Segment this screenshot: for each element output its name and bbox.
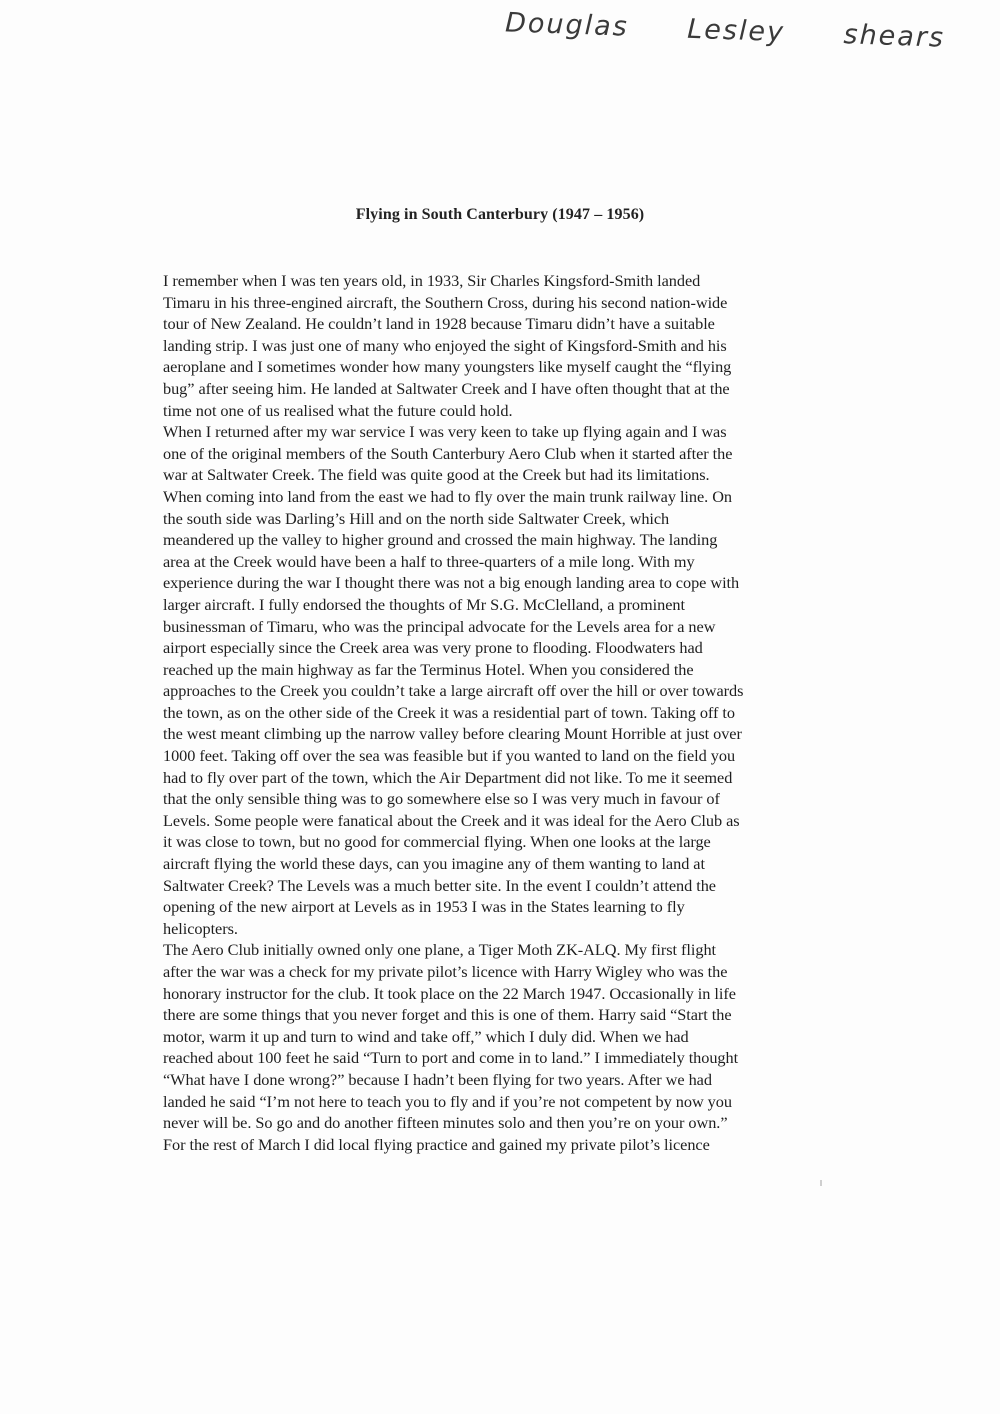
text-line: it was close to town, but no good for commercial flying. When one looks at the large	[163, 832, 711, 852]
text-line: landed he said “I’m not here to teach you to fly and if you’re not competent by now you	[163, 1091, 732, 1111]
text-line: businessman of Timaru, who was the principal advocate for the Levels area for a new	[163, 616, 716, 636]
text-line: airport especially since the Creek area was very prone to flooding. Floodwaters had	[163, 638, 703, 658]
text-line: aircraft flying the world these days, can you imagine any of them wanting to land at	[163, 854, 705, 874]
text-line: the west meant climbing up the narrow valley before clearing Mount Horrible at just over	[163, 724, 742, 744]
text-line: “What have I done wrong?” because I hadn’t been flying for two years. After we had	[163, 1069, 712, 1089]
text-line: tour of New Zealand. He couldn’t land in 1928 because Timaru didn’t have a suitable	[163, 314, 715, 334]
text-line: experience during the war I thought there was not a big enough landing area to cope with	[163, 573, 740, 593]
text-line: I remember when I was ten years old, in 1933, Sir Charles Kingsford-Smith landed	[163, 271, 701, 290]
text-line: The Aero Club initially owned only one plane, a Tiger Moth ZK-ALQ. My first flight	[163, 940, 717, 960]
text-line: When coming into land from the east we had to fly over the main trunk railway line. On	[163, 486, 733, 506]
text-line: Levels. Some people were fanatical about the Creek and it was ideal for the Aero Club as	[163, 810, 740, 830]
text-line: the town, as on the other side of the Creek it was a residential part of town. Taking off to	[163, 702, 735, 722]
text-line: approaches to the Creek you couldn’t take a large aircraft off over the hill or over towards	[163, 681, 744, 701]
text-line: reached up the main highway as far the Terminus Hotel. When you considered the	[163, 659, 694, 679]
text-line: had to fly over part of the town, which the Air Department did not like. To me it seemed	[163, 767, 733, 787]
text-line: honorary instructor for the club. It took place on the 22 March 1947. Occasionally in life	[163, 983, 736, 1003]
text-line: war at Saltwater Creek. The field was quite good at the Creek but had its limitations.	[163, 465, 710, 485]
text-line: 1000 feet. Taking off over the sea was feasible but if you wanted to land on the field you	[163, 746, 736, 766]
text-line: Timaru in his three-engined aircraft, the Southern Cross, during his second nation-wide	[163, 292, 728, 312]
text-line: landing strip. I was just one of many who enjoyed the sight of Kingsford-Smith and his	[163, 335, 727, 355]
text-line: the south side was Darling’s Hill and on the north side Saltwater Creek, which	[163, 508, 670, 528]
text-line: area at the Creek would have been a half to three-quarters of a mile long. With my	[163, 551, 695, 571]
text-line: larger aircraft. I fully endorsed the thoughts of Mr S.G. McClelland, a prominent	[163, 594, 685, 614]
text-line: after the war was a check for my private pilot’s licence with Harry Wigley who was the	[163, 962, 728, 981]
text-line: motor, warm it up and turn to wind and take off,” which I duly did. When we had	[163, 1026, 689, 1046]
text-line: bug” after seeing him. He landed at Saltwater Creek and I have often thought that at the	[163, 378, 730, 398]
text-line: one of the original members of the South Canterbury Aero Club when it started after the	[163, 443, 733, 463]
body-text	[163, 270, 853, 1155]
text-line: aeroplane and I sometimes wonder how many youngsters like myself caught the “flying	[163, 357, 732, 377]
text-line: When I returned after my war service I was very keen to take up flying again and I was	[163, 422, 727, 442]
scan-speck	[820, 1180, 822, 1186]
text-line: time not one of us realised what the future could hold.	[163, 400, 513, 420]
text-line: reached about 100 feet he said “Turn to port and come in to land.” I immediately thought	[163, 1048, 739, 1068]
handwritten-author-name: Douglas Lesley shears	[504, 7, 946, 54]
text-line: For the rest of March I did local flying practice and gained my private pilot’s licence	[163, 1134, 710, 1154]
text-line: never will be. So go and do another fifteen minutes solo and then you’re on your own.”	[163, 1113, 728, 1133]
document-title: Flying in South Canterbury (1947 – 1956)	[355, 206, 645, 223]
text-line: helicopters.	[163, 918, 238, 938]
text-line: there are some things that you never forget and this is one of them. Harry said “Start the	[163, 1005, 732, 1025]
text-line: opening of the new airport at Levels as in 1953 I was in the States learning to fly	[163, 897, 685, 917]
text-line: meandered up the valley to higher ground and crossed the main highway. The landing	[163, 530, 718, 550]
text-line: Saltwater Creek? The Levels was a much better site. In the event I couldn’t attend the	[163, 875, 716, 895]
text-line: that the only sensible thing was to go somewhere else so I was very much in favour of	[163, 789, 720, 809]
